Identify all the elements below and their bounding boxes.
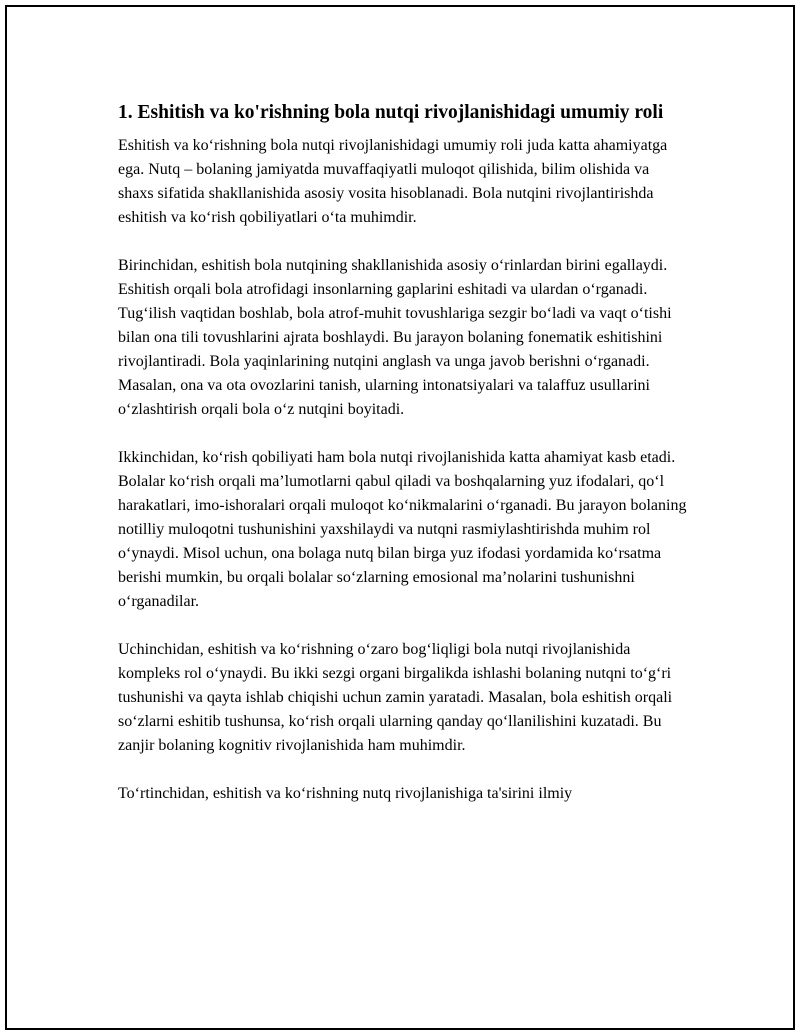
paragraph-intro: Eshitish va ko‘rishning bola nutqi rivojlanishidagi umumiy roli juda katta ahamiyatga ega. Nutq – bolaning jamiyatda muvaffaqiyatli muloqot qilishida, bilim olishida va shaxs sifatida shakllanishida asosiy vosita hisoblanadi. Bola nutqini rivojlantirishda eshitish va ko‘rish qobiliyatlari o‘ta muhimdir. [118, 137, 668, 226]
paragraph-hearing: Birinchidan, eshitish bola nutqining shakllanishida asosiy o‘rinlardan birini egallaydi. Eshitish orqali bola atrofidagi insonlarning gaplarini eshitadi va ulardan o‘rganadi. Tug‘ilish vaqtidan boshlab, bola atrof-muhit tovushlariga sezgir bo‘ladi va vaqt o‘tishi bilan ona tili tovushlarini ajrata boshlaydi. Bu jarayon bolaning fonematik eshitishini rivojlantiradi. Bola yaqinlarining nutqini anglash va unga javob berishni o‘rganadi. Masalan, ona va ota ovozlarini tanish, ularning intonatsiyalari va talaffuz usullarini o‘zlashtirish orqali bola o‘z nutqini boyitadi. [118, 257, 672, 418]
section-heading: 1. Eshitish va ko'rishning bola nutqi rivojlanishidagi umumiy roli [118, 102, 664, 123]
paragraph-interconnection: Uchinchidan, eshitish va ko‘rishning o‘zaro bog‘liqligi bola nutqi rivojlanishida kompleks rol o‘ynaydi. Bu ikki sezgi organi birgalikda ishlashi bolaning nutqni to‘g‘ri tushunishi va qayta ishlab chiqishi uchun zamin yaratadi. Masalan, bola eshitish orqali so‘zlarni eshitib tushunsa, ko‘rish orqali ularning qanday qo‘llanilishini kuzatadi. Bu zanjir bolaning kognitiv rivojlanishida ham muhimdir. [118, 641, 673, 754]
paragraph-vision: Ikkinchidan, ko‘rish qobiliyati ham bola nutqi rivojlanishida katta ahamiyat kasb etadi. Bolalar ko‘rish orqali ma’lumotlarni qabul qiladi va boshqalarning yuz ifodalari, qo‘l harakatlari, imo-ishoralari orqali muloqot ko‘nikmalarini o‘rganadi. Bu jarayon bolaning notilliy muloqotni tushunishini yaxshilaydi va nutqni rasmiylashtirishda muhim rol o‘ynaydi. Misol uchun, ona bolaga nutq bilan birga yuz ifodasi yordamida ko‘rsatma berishi mumkin, bu orqali bolalar so‘zlarning emosional ma’nolarini tushunishni o‘rganadilar. [118, 449, 687, 610]
page-frame [5, 5, 795, 1030]
document-body [118, 100, 688, 830]
paragraph-fourth: To‘rtinchidan, eshitish va ko‘rishning nutq rivojlanishiga ta'sirini ilmiy [118, 785, 573, 802]
